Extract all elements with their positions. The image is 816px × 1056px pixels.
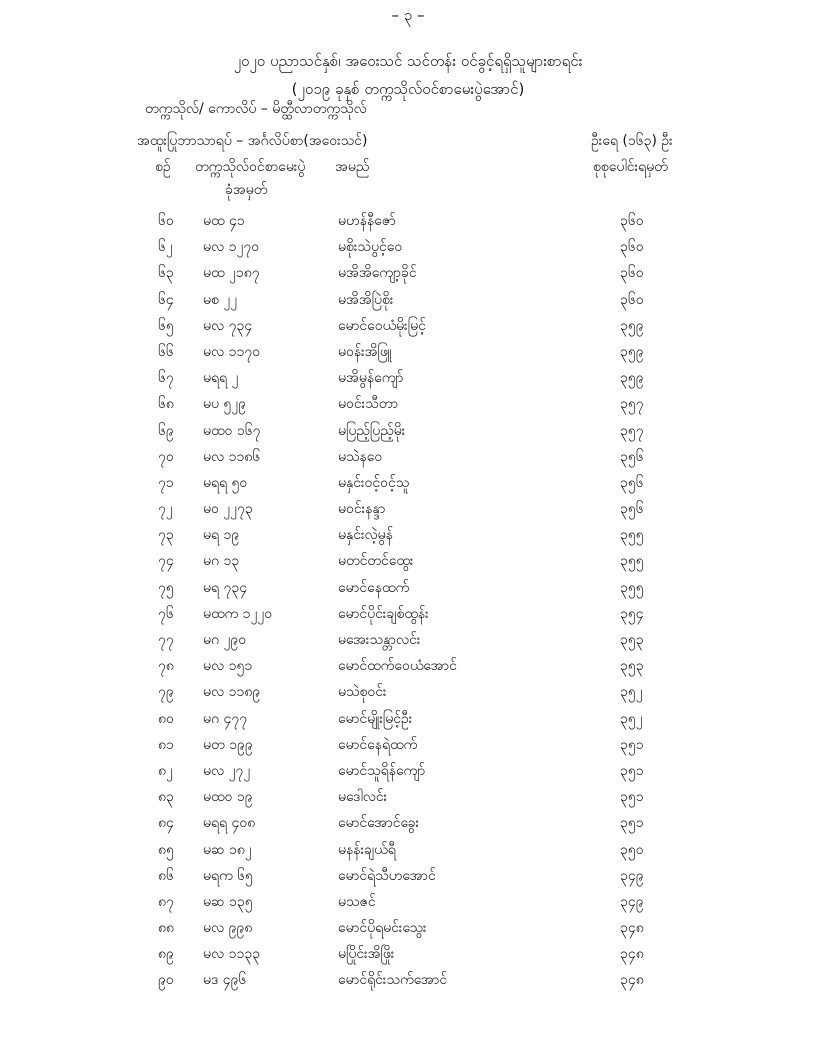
row-marks: ၃၅၉ — [620, 370, 644, 387]
row-marks: ၃၆၀ — [620, 291, 644, 308]
row-roll-number: မထဝ ၁၉ — [203, 789, 253, 806]
row-name: မဒေါလင်း — [338, 789, 388, 806]
row-marks: ၃၅၅ — [620, 579, 644, 596]
row-serial: ၆၆ — [158, 343, 174, 360]
row-name: မောင်သူရိန်ကျော် — [338, 762, 426, 779]
row-roll-number: မလ ၇၃၄ — [203, 317, 253, 334]
row-roll-number: မရရ ၂ — [203, 370, 239, 387]
row-marks: ၃၅၂ — [620, 710, 643, 727]
row-roll-number: မဒ ၄၉၆ — [203, 972, 247, 989]
table-row — [0, 838, 816, 864]
row-marks: ၃၅၇ — [620, 422, 644, 439]
row-roll-number: မလ ၂၇၂ — [203, 762, 251, 779]
header-roll-number-line2: ခုံအမှတ် — [225, 182, 268, 198]
row-marks: ၃၆၀ — [620, 265, 644, 282]
row-marks: ၃၅၁ — [620, 736, 644, 753]
row-marks: ၃၅၃ — [620, 632, 644, 648]
document-title: ၂၀၂၀ ပညာသင်နှစ်၊ အဝေးသင် သင်တန်း ဝင်ခွင့်ရရှိသူများစာရင်း — [233, 52, 583, 70]
row-serial: ၆၄ — [158, 291, 174, 308]
row-serial: ၆၈ — [158, 396, 174, 413]
table-row — [0, 968, 816, 994]
table-row — [0, 523, 816, 549]
row-roll-number: မတ ၁၉၉ — [203, 736, 253, 753]
row-serial: ၇၈ — [158, 658, 174, 675]
page-number: – ၃ – — [391, 6, 425, 24]
row-roll-number: မလ ၁၂၇၀ — [203, 239, 260, 256]
row-marks: ၃၅၅ — [620, 527, 644, 544]
table-row — [0, 576, 816, 602]
header-total-marks: စုစုပေါင်းရမှတ် — [593, 159, 668, 175]
table-row — [0, 785, 816, 811]
table-row — [0, 471, 816, 497]
row-marks: ၃၄၉ — [620, 867, 644, 884]
row-name: မောင်ထက်ဝေယံအောင် — [338, 658, 457, 675]
header-name: အမည် — [335, 159, 370, 175]
row-serial: ၈၂ — [158, 762, 173, 779]
row-marks: ၃၆၀ — [620, 239, 644, 256]
row-name: မဝင်းသီတာ — [338, 396, 399, 413]
table-row — [0, 864, 816, 890]
row-roll-number: မထက ၁၂၂၀ — [203, 605, 273, 622]
row-name: မစိုးသဲပွင့်ဝေ — [338, 239, 403, 256]
row-name: မောင်နေရဲထက် — [338, 736, 418, 753]
table-row — [0, 419, 816, 445]
table-row — [0, 209, 816, 235]
row-name: မောင်အောင်ခွေး — [338, 815, 420, 832]
table-row — [0, 916, 816, 942]
row-marks: ၃၄၉ — [620, 893, 644, 910]
row-name: မောင်မျိုးမြင့်ဦး — [338, 710, 413, 727]
row-serial: ၈၀ — [158, 710, 174, 727]
row-roll-number: မဂ ၄၇၇ — [203, 710, 248, 727]
table-row — [0, 235, 816, 261]
row-name: မောင်ပိုရမင်းသွေး — [338, 920, 427, 937]
row-name: မောင်ပိုင်းချစ်ထွန်း — [338, 605, 429, 622]
row-roll-number: မလ ၁၁၈၉ — [203, 684, 261, 701]
results-table — [0, 209, 816, 995]
row-serial: ၈၅ — [158, 841, 174, 858]
row-roll-number: မလ ၉၉၈ — [203, 920, 253, 937]
row-roll-number: မဂ ၂၉၀ — [203, 632, 247, 648]
row-serial: ၆၅ — [158, 317, 174, 334]
table-row — [0, 366, 816, 392]
row-name: မတင်တင်ထွေး — [338, 553, 414, 570]
table-row — [0, 288, 816, 314]
row-serial: ၇၅ — [158, 579, 174, 596]
row-name: မနန်းချယ်ရီ — [338, 841, 396, 858]
row-name: မသဇင် — [338, 893, 376, 910]
table-row — [0, 314, 816, 340]
row-marks: ၃၅၄ — [620, 605, 644, 622]
table-row — [0, 654, 816, 680]
row-roll-number: မပ ၅၂၉ — [203, 396, 247, 413]
header-roll-number: တက္ကသိုလ်ဝင်စာမေးပွဲ — [195, 159, 306, 175]
row-serial: ၈၈ — [158, 920, 174, 937]
row-marks: ၃၅၂ — [620, 684, 643, 701]
row-marks: ၃၅၀ — [620, 841, 644, 858]
row-roll-number: မလ ၁၁၃၃ — [203, 946, 261, 963]
table-row — [0, 759, 816, 785]
table-row — [0, 628, 816, 654]
row-serial: ၆၂ — [158, 239, 173, 256]
table-row — [0, 680, 816, 706]
row-serial: ၈၁ — [158, 736, 174, 753]
table-row — [0, 811, 816, 837]
row-name: မဝန်းအိဖြူ — [338, 343, 392, 360]
row-marks: ၃၄၈ — [620, 972, 644, 989]
row-roll-number: မရ ၁၉ — [203, 527, 240, 544]
row-serial: ၈၉ — [158, 946, 174, 963]
row-serial: ၆၇ — [158, 370, 174, 387]
row-marks: ၃၅၃ — [620, 658, 644, 675]
row-serial: ၇၆ — [158, 605, 174, 622]
table-row — [0, 942, 816, 968]
table-row — [0, 392, 816, 418]
row-roll-number: မလ ၁၁၈၆ — [203, 448, 261, 465]
row-serial: ၇၉ — [158, 684, 174, 701]
row-name: မအိအိကျော့ခိုင် — [338, 265, 417, 282]
row-roll-number: မရ ၇၃၄ — [203, 579, 248, 596]
row-roll-number: မရရ ၄၀၈ — [203, 815, 256, 832]
row-name: မအေးသန္တာလင်း — [338, 632, 421, 648]
row-marks: ၃၅၇ — [620, 396, 644, 413]
row-serial: ၆၃ — [158, 265, 174, 282]
row-name: မသဲစုဝင်း — [338, 684, 387, 701]
row-roll-number: မထဝ ၁၆၇ — [203, 422, 261, 439]
row-marks: ၃၅၆ — [620, 448, 644, 465]
row-roll-number: မထ ၂၁၈၇ — [203, 265, 260, 282]
table-row — [0, 733, 816, 759]
row-roll-number: မဝ ၂၂၇၃ — [203, 501, 253, 518]
row-serial: ၆၉ — [158, 422, 174, 439]
row-roll-number: မရက ၆၅ — [203, 867, 253, 884]
row-marks: ၃၅၁ — [620, 815, 644, 832]
row-serial: ၈၇ — [158, 893, 174, 910]
table-row — [0, 890, 816, 916]
row-serial: ၇၀ — [158, 448, 174, 465]
row-marks: ၃၄၈ — [620, 920, 644, 937]
row-roll-number: မထ ၄၁ — [203, 213, 245, 229]
row-marks: ၃၅၉ — [620, 343, 644, 360]
row-name: မအိမွန်ကျော် — [338, 370, 404, 387]
row-name: မပြည့်ပြည့်မိုး — [338, 422, 406, 439]
row-name: မဝင်းနန္ဒာ — [338, 501, 386, 518]
row-serial: ၆၀ — [158, 213, 174, 229]
row-roll-number: မရရ ၅၀ — [203, 474, 248, 491]
row-marks: ၃၅၆ — [620, 474, 644, 491]
row-marks: ၃၅၁ — [620, 789, 644, 806]
table-row — [0, 549, 816, 575]
row-roll-number: မဆ ၁၃၅ — [203, 893, 253, 910]
table-row — [0, 497, 816, 523]
row-name: မသဲနဝေ — [338, 448, 383, 465]
document-subtitle: (၂၀၁၉ ခုနှစ် တက္ကသိုလ်ဝင်စာမေးပွဲအောင်) — [291, 80, 525, 98]
row-roll-number: မဆ ၁၈၂ — [203, 841, 252, 858]
row-name: မပြိုင်းအိဖြိုး — [338, 946, 395, 963]
row-name: မောင်နေထက် — [338, 579, 410, 596]
row-serial: ၇၇ — [158, 632, 174, 648]
table-row — [0, 340, 816, 366]
row-serial: ၇၁ — [158, 474, 174, 491]
table-row — [0, 602, 816, 628]
table-row — [0, 707, 816, 733]
row-serial: ၈၃ — [158, 789, 174, 806]
row-marks: ၃၅၅ — [620, 553, 644, 570]
row-serial: ၈၆ — [158, 867, 174, 884]
row-name: မဟန်နီဇော် — [338, 213, 396, 229]
university-line: တက္ကသိုလ်/ ကောလိပ် – မိတ္ထီလာတက္ကသိုလ် — [145, 101, 367, 117]
row-marks: ၃၅၁ — [620, 762, 644, 779]
table-row — [0, 445, 816, 471]
row-roll-number: မလ ၁၅၁ — [203, 658, 253, 675]
row-roll-number: မဂ ၁၃ — [203, 553, 240, 570]
row-serial: ၈၄ — [158, 815, 174, 832]
row-marks: ၃၄၈ — [620, 946, 644, 963]
row-marks: ၃၅၆ — [620, 501, 644, 518]
row-serial: ၇၂ — [158, 501, 173, 518]
total-count: ဦးရေ (၁၆၃) ဦး — [591, 133, 673, 149]
row-name: မောင်ဝေယံမိုးမြင့် — [338, 317, 426, 334]
row-name: မနှင်းလဲ့မွန် — [338, 527, 393, 544]
row-name: မောင်ရိုင်းသက်အောင် — [338, 972, 448, 989]
row-marks: ၃၆၀ — [620, 213, 644, 229]
row-name: မအိအိပြဲစိုး — [338, 291, 394, 308]
row-name: မောင်ရဲသီဟအောင် — [338, 867, 436, 884]
header-serial: စဉ် — [155, 159, 171, 175]
row-serial: ၇၄ — [158, 553, 174, 570]
row-serial: ၉၀ — [158, 972, 174, 989]
row-name: မနှင်းဝင့်ဝင့်သူ — [338, 474, 410, 491]
row-roll-number: မလ ၁၁၇၀ — [203, 343, 261, 360]
table-row — [0, 261, 816, 287]
row-roll-number: မစ ၂၂ — [203, 291, 238, 308]
row-marks: ၃၅၉ — [620, 317, 644, 334]
row-serial: ၇၃ — [158, 527, 174, 544]
major-line: အထူးပြုဘာသာရပ် – အင်္ဂလိပ်စာ(အဝေးသင်) — [137, 133, 368, 149]
